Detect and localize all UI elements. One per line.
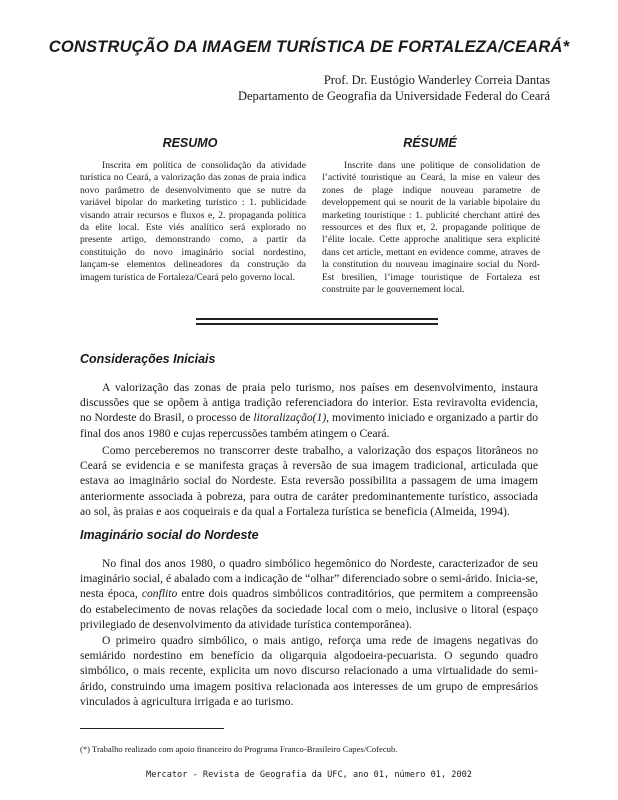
footnote: (*) Trabalho realizado com apoio financeiro do Programa Franco-Brasileiro Capes/Cofecub.	[80, 744, 398, 754]
section-heading-imaginario: Imaginário social do Nordeste	[80, 528, 259, 542]
resume-text: Inscrite dans une politique de consolidation de l’activité touristique au Ceará, la mise en valeur des zones de plage indique nouveau parametre de developpement qui se nourit de la variable bipolaire du marketing touristique : 1. publicité cherchant attiré des ressources et des flux et, 2. propagande politique de l’élite locale. Cette approche analitique sera explicité dans cet article, mettant en evidence comme, atraves de la constitution du nouveau imaginaire social du Nord-Est bresilien, l’image touristique de Fortaleza est construite par le gouvernement local.	[322, 160, 540, 296]
section-heading-consideracoes: Considerações Iniciais	[80, 352, 216, 366]
author-block	[238, 72, 550, 104]
author-name: Prof. Dr. Eustógio Wanderley Correia Dantas	[323, 73, 550, 87]
resumo-heading: RESUMO	[162, 136, 218, 150]
resume-heading: RÉSUMÉ	[403, 136, 457, 150]
paragraph: A valorização das zonas de praia pelo turismo, nos países em desenvolvimento, instaura discussões que se opõem à antiga tradição referenciadora do interior. Esta reviravolta evidencia, no Nordeste do Brasil, o processo de litoralização(1), movimento iniciado e organizado a partir do final dos anos 1980 e cujas repercussões também atingem o Ceará.	[80, 381, 538, 440]
article-title: CONSTRUÇÃO DA IMAGEM TURÍSTICA DE FORTALEZA/CEARÁ*	[48, 38, 570, 56]
paragraph: Como perceberemos no transcorrer deste trabalho, a valorização dos espaços litorâneos no Ceará se evidencia e se manifesta graças à reversão de sua imagem tradicional, articulada que estava ao imaginário social do Nordeste. Esta reversão possibilita a passagem de uma imagem anteriormente associada à pobreza, para outra de caráter predominantemente turístico, associada ao sol, às praias e aos coqueirais e da qual a Fortaleza turística se beneficia (Almeida, 1994).	[80, 444, 538, 518]
separator-rule-bottom	[196, 323, 438, 325]
paragraph: O primeiro quadro simbólico, o mais antigo, reforça uma rede de imagens negativas do semiárido nordestino em benefício da oligarquia algodoeira-pecuarista. O segundo quadro simbólico, o mais recente, explicita um novo discurso relacionado a uma virtualidade do semi-árido, construindo uma imagem positiva relacionada aos interesses de um grupo de empresários vinculados à agricultura irrigada e ao turismo.	[80, 634, 538, 708]
author-affiliation: Departamento de Geografia da Universidade Federal do Ceará	[237, 89, 550, 103]
paragraph: No final dos anos 1980, o quadro simbólico hegemônico do Nordeste, caracterizador de seu imaginário social, é abalado com a indicação de “olhar” diferenciado sobre o semi-árido. Inicia-se, nesta época, conflito entre dois quadros simbólicos contraditórios, que permitem a compreensão do estabelecimento de novas relações da sociedade local com o meio, inclusive o litoral (espaço privilegiado de desenvolvimento da atividade turística contemporânea).	[80, 557, 538, 631]
page-footer: Mercator - Revista de Geografia da UFC, ano 01, número 01, 2002	[146, 770, 472, 780]
separator-rule-top	[196, 318, 438, 320]
footnote-rule	[80, 728, 224, 729]
resumo-text: Inscrita em política de consolidação da atividade turística no Ceará, a valorização das zonas de praia indica novo parâmetro de desenvolvimento que se nutre da variável bipolar do marketing turístico : 1. publicidade visando atrair recursos e fluxos e, 2. propaganda política da elite local. Este viés analítico será explorado no presente artigo, demonstrando como, a partir da constituição do novo imaginário social nordestino, lançam-se elementos delineadores da construção da imagem turística de Fortaleza/Ceará pelo governo local.	[80, 160, 306, 283]
